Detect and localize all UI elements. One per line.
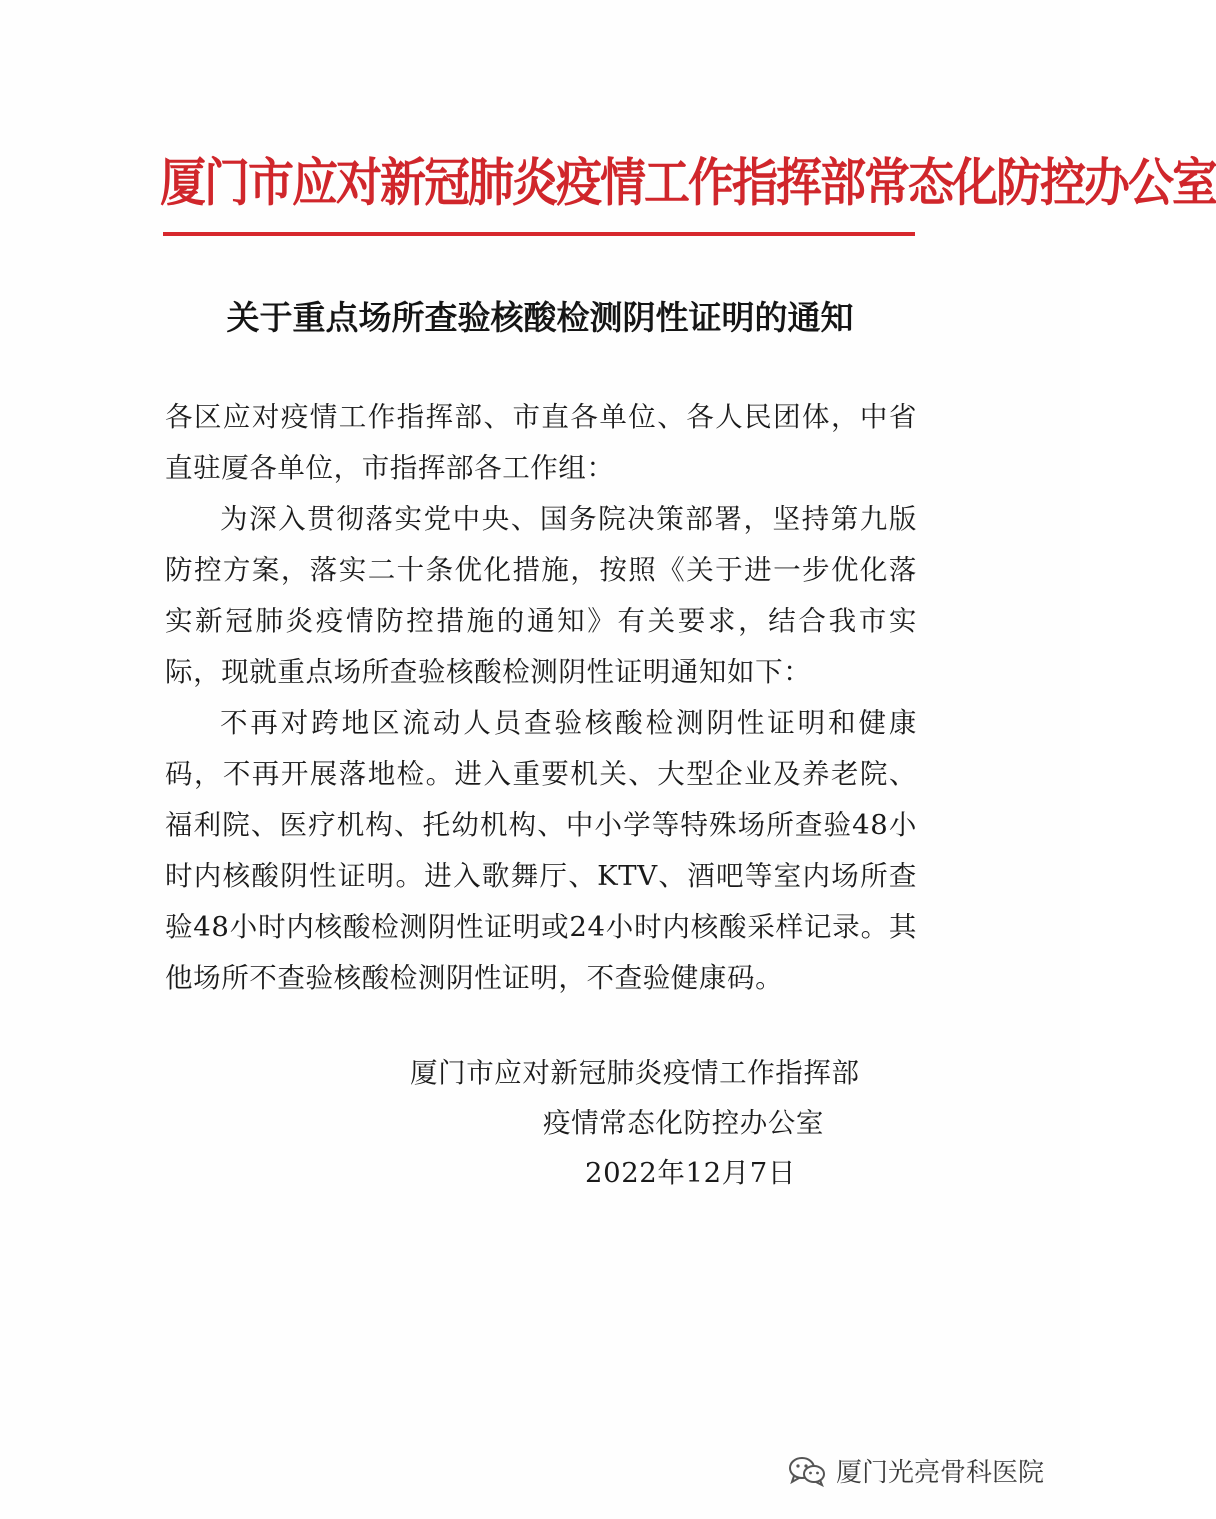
- document-title: 关于重点场所查验核酸检测阴性证明的通知: [226, 298, 854, 337]
- signature-office: 疫情常态化防控办公室: [543, 1107, 824, 1139]
- issuer-masthead: 厦门市应对新冠肺炎疫情工作指挥部常态化防控办公室: [160, 152, 1216, 214]
- signature-date: 2022年12月7日: [585, 1157, 796, 1189]
- policy-paragraph: 不再对跨地区流动人员查验核酸检测阴性证明和健康码，不再开展落地检。进入重要机关、大型企业及养老院、福利院、医疗机构、托幼机构、中小学等特殊场所查验48小时内核酸阴性证明。进入歌舞厅、KTV、酒吧等室内场所查验48小时内核酸检测阴性证明或24小时内核酸采样记录。其他场所不查验核酸检测阴性证明，不查验健康码。: [165, 707, 917, 994]
- watermark-label: 厦门光亮骨科医院: [835, 1458, 1044, 1488]
- intro-paragraph: 为深入贯彻落实党中央、国务院决策部署，坚持第九版防控方案，落实二十条优化措施，按照《关于进一步优化落实新冠肺炎疫情防控措施的通知》有关要求，结合我市实际，现就重点场所查验核酸检测阴性证明通知如下：: [165, 503, 917, 688]
- signature-org: 厦门市应对新冠肺炎疫情工作指挥部: [410, 1057, 860, 1089]
- document-body: [165, 392, 917, 1004]
- wechat-icon: [788, 1455, 826, 1487]
- red-divider-line: [163, 232, 915, 236]
- salutation-paragraph: 各区应对疫情工作指挥部、市直各单位、各人民团体，中省直驻厦各单位，市指挥部各工作组：: [165, 401, 917, 484]
- wechat-watermark: [788, 1452, 1044, 1489]
